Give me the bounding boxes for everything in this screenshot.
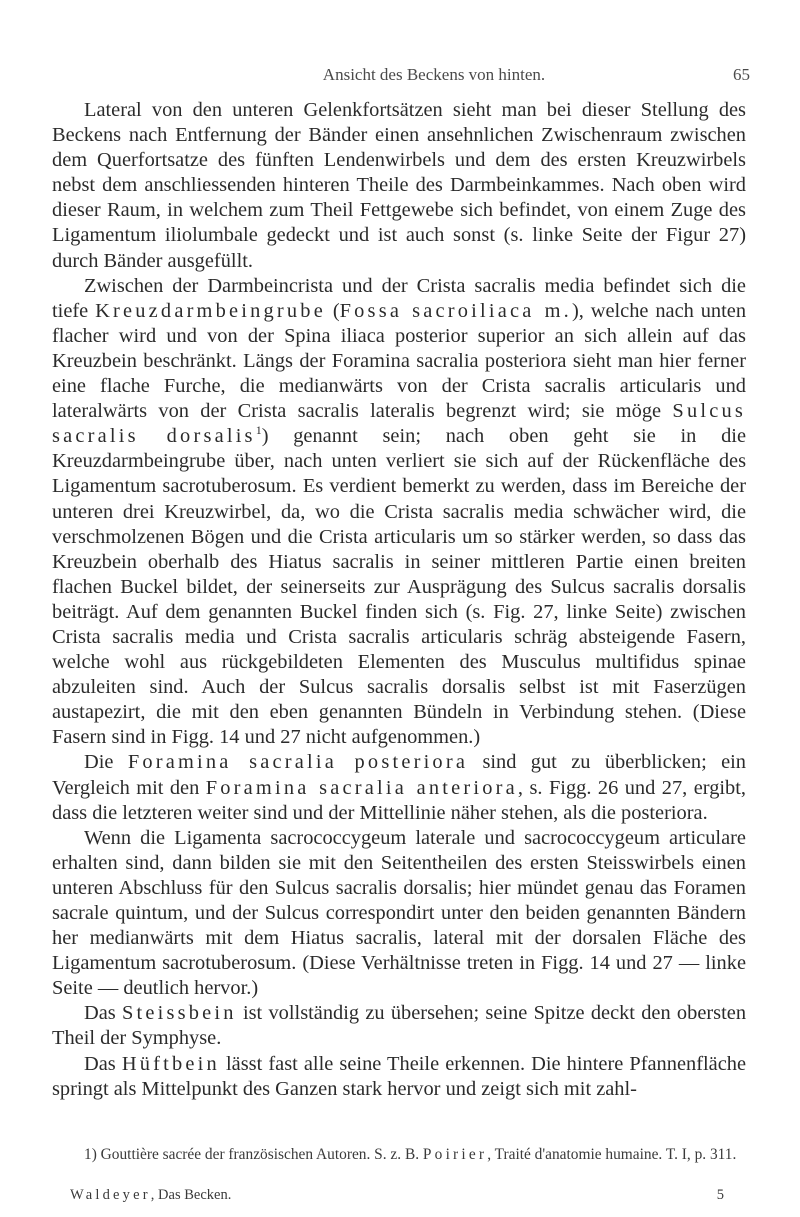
spaced-term-hueftbein: Hüftbein	[121, 1052, 220, 1075]
running-header	[118, 62, 750, 88]
signature-mark: 5	[716, 1187, 724, 1203]
spaced-term-fossa: Fossa sacroiliaca m.	[339, 299, 572, 322]
page-number: 65	[733, 65, 750, 84]
text-run: , s. Figg. 26 und 27, ergibt, dass die letzteren weiter sind und der Mittellinie näher stehen, als die posteriora.	[52, 776, 747, 824]
text-run: Das	[84, 1002, 122, 1025]
paragraph-2	[52, 274, 746, 751]
text-run: ist vollständig zu übersehen; seine Spitze deckt den obersten Theil der Symphyse.	[52, 1002, 747, 1050]
footnote-text	[52, 1145, 746, 1165]
paragraph-3	[52, 750, 746, 825]
text-run: Zwischen der Darmbeincrista und der Crista sacralis media befindet sich die tiefe	[52, 274, 746, 322]
footnote	[52, 1145, 746, 1165]
spaced-term-kreuzdarmbeingrube: Kreuzdarmbeingrube	[95, 299, 326, 322]
text-run: lässt fast alle seine Theile erkennen. Die hintere Pfannenfläche springt als Mittelpunkt des Ganzen stark hervor und zeigt sich mit zahl-	[52, 1052, 746, 1100]
text-run: sind gut zu überblicken; ein Vergleich mit den	[52, 751, 747, 799]
main-text	[52, 98, 746, 1102]
footnote-reference: 1	[255, 423, 262, 438]
spaced-term-sulcus: Sulcus sacralis dorsalis	[52, 400, 746, 448]
text-run: (	[325, 299, 340, 322]
text-run: , Traité d'anatomie humaine. T. I, p. 311.	[487, 1146, 737, 1163]
paragraph-6	[52, 1052, 746, 1102]
text-run: Gouttière sacrée der französischen Autoren. S. z. B.	[96, 1146, 423, 1163]
text-run: Die	[84, 751, 128, 774]
paragraph-5	[52, 1001, 746, 1051]
footer-line	[70, 1186, 724, 1204]
footer-author: Waldeyer	[70, 1187, 151, 1203]
header-title: Ansicht des Beckens von hinten.	[322, 65, 546, 84]
spaced-term-foramina-anteriora: Foramina sacralia anteriora	[205, 776, 518, 799]
paragraph-1: Lateral von den unteren Gelenkfortsätzen sieht man bei dieser Stellung des Beckens nach Entfernung der Bänder einen ansehnlichen Zwischenraum zwischen dem Querfortsatze des fünften Lendenwirbels und dem des ersten Kreuzwirbels nebst dem anschliessenden hinteren Theile des Darmbeinkammes. Nach oben wird dieser Raum, in welchem zum Theil Fettgewebe sich befindet, von einem Zuge des Ligamentum iliolumbale gedeckt und ist auch sonst (s. linke Seite der Figur 27) durch Bänder ausgefüllt.	[52, 99, 746, 272]
text-run: ) genannt sein; nach oben geht sie in die Kreuzdarmbeingrube über, nach unten verliert sie sich auf der Rückenfläche des Ligamentum sacrotuberosum. Es verdient bemerkt zu werden, dass im Bereiche der unteren drei Kreuzwirbel, da, wo die Crista sacralis media schwächer wird, die verschmolzenen Bögen und die Crista articularis um so stärker werden, so dass das Kreuzbein oberhalb des Hiatus sacralis in seiner mittleren Partie einen breiten flachen Buckel bildet, der seinerseits zur Ausprägung des Sulcus sacralis dorsalis beiträgt. Auf dem genannten Buckel finden sich (s. Fig. 27, linke Seite) zwischen Crista sacralis media und Crista sacralis articularis schräg absteigende Fasern, welche wohl aus rückgebildeten Elementen des Musculus multifidus spinae abzuleiten sind. Auch der Sulcus sacralis dorsalis selbst ist mit Faserzügen austapezirt, die mit den eben genannten Bündeln in Verbindung stehen. (Diese Fasern sind in Figg. 14 und 27 nicht aufgenommen.)	[52, 425, 746, 749]
spaced-term-steissbein: Steissbein	[121, 1002, 237, 1025]
paragraph-4: Wenn die Ligamenta sacrococcygeum laterale und sacrococcygeum articulare erhalten sind, dann bilden sie mit den Seitentheilen des ersten Steisswirbels einen unteren Abschluss für den Sulcus sacralis dorsalis; hier mündet genau das Foramen sacrale quintum, und der Sulcus correspondirt unter den beiden genannten Bändern her medianwärts mit dem Hiatus sacralis, lateral mit der dorsalen Fläche des Ligamentum sacrotuberosum. (Diese Verhältnisse treten in Figg. 14 und 27 — linke Seite — deutlich hervor.)	[52, 826, 746, 1000]
footnote-marker: 1)	[84, 1146, 97, 1163]
text-run: ), welche nach unten flacher wird und von der Spina iliaca posterior superior an sich allein auf das Kreuzbein beschränkt. Längs der Foramina sacralia posteriora sieht man hier ferner eine flache Furche, die medianwärts von der Crista sacralis articularis und lateralwärts von der Crista sacralis lateralis begrenzt wird; sie möge	[52, 299, 747, 423]
footnote-author: Poirier	[422, 1146, 488, 1163]
footer-title: , Das Becken.	[150, 1187, 232, 1203]
text-run: Das	[84, 1052, 122, 1075]
spaced-term-foramina-posteriora: Foramina sacralia posteriora	[127, 751, 469, 774]
